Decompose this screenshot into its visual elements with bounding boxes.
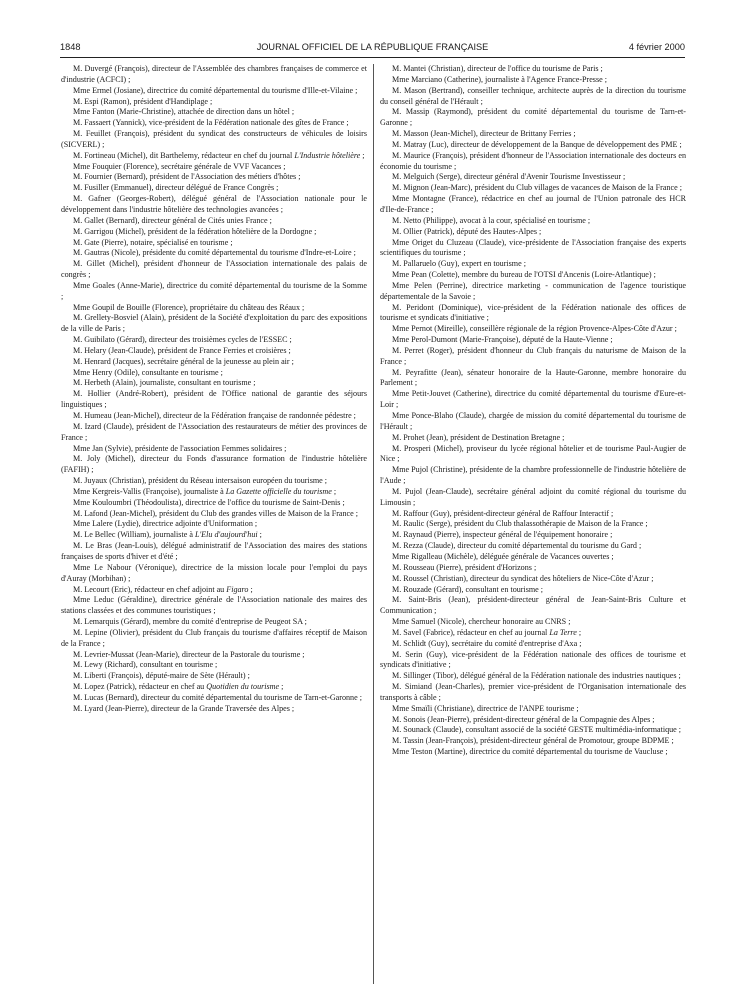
list-entry <box>380 238 686 260</box>
list-entry <box>380 151 686 173</box>
entry-text: M. Perret (Roger), président d'honneur du Club français du naturisme de Maison de la France ; <box>380 345 686 366</box>
entry-text: M. Pallaruelo (Guy), expert en tourisme ; <box>392 259 526 269</box>
entry-publication-title: L'Industrie hôtelière <box>294 150 361 160</box>
entry-text: Mme Henry (Odile), consultante en tourisme ; <box>73 367 223 377</box>
entry-text: Mme Samuel (Nicole), chercheur honoraire au CNRS ; <box>392 617 571 627</box>
entry-publication-title: La Terre <box>549 627 577 637</box>
entry-text: M. Joly (Michel), directeur du Fonds d'assurance formation de l'industrie hôtelière (FAFIH) ; <box>61 454 367 475</box>
entry-text: M. Schlidt (Guy), secrétaire du comité d'entreprise d'Axa ; <box>392 638 582 648</box>
list-entry <box>380 140 686 151</box>
list-entry <box>380 650 686 672</box>
entry-text: Mme Lalere (Lydie), directrice adjointe d'Uniformation ; <box>73 519 258 529</box>
entry-text: M. Melguich (Serge), directeur général d'Avenir Tourisme Investisseur ; <box>392 172 626 182</box>
entry-text: Mme Ermel (Josiane), directrice du comité départemental du tourisme d'Ille-et-Vilaine ; <box>73 85 358 95</box>
right-column <box>380 64 686 988</box>
entry-text: Mme Teston (Martine), directrice du comité départemental du tourisme de Vaucluse ; <box>392 747 668 757</box>
entry-text: Mme Goales (Anne-Marie), directrice du comité départemental du tourisme de la Somme ; <box>61 280 367 301</box>
entry-text: M. Humeau (Jean-Michel), directeur de la Fédération française de randonnée pédestre ; <box>73 411 356 420</box>
entry-text: M. Pujol (Jean-Claude), secrétaire général adjoint du comité régional du tourisme du Limousin ; <box>380 486 686 507</box>
list-entry <box>380 725 686 736</box>
entry-text: M. Mantei (Christian), directeur de l'office du tourisme de Paris ; <box>392 64 603 73</box>
list-entry <box>380 183 686 194</box>
list-entry <box>380 585 686 596</box>
list-entry <box>380 671 686 682</box>
entry-text: M. Grellety-Bosviel (Alain), président de la Société d'exploitation du parc des expositions de la ville de Paris ; <box>61 313 367 334</box>
list-entry <box>61 162 367 173</box>
entry-text: M. Simiand (Jean-Charles), premier vice-président de l'Organisation internationale des transports à câble ; <box>380 682 686 702</box>
list-entry <box>380 75 686 86</box>
entry-text: M. Guibilato (Gérard), directeur des troisièmes cycles de l'ESSEC ; <box>73 335 292 345</box>
list-entry <box>61 509 367 520</box>
issue-date: 4 février 2000 <box>628 42 685 52</box>
entry-text: M. Masson (Jean-Michel), directeur de Brittany Ferries ; <box>392 129 576 139</box>
list-entry <box>61 238 367 249</box>
list-entry <box>61 335 367 346</box>
list-entry <box>61 86 367 97</box>
list-entry <box>61 585 367 596</box>
list-entry <box>61 64 367 86</box>
entry-punctuation: ; <box>576 627 582 637</box>
list-entry <box>380 704 686 715</box>
entry-text: M. Duvergé (François), directeur de l'Assemblée des chambres françaises de commerce et d'industrie (ACFCI) ; <box>61 64 367 84</box>
entry-text: M. Garrigou (Michel), président de la fédération hôtelière de la Dordogne ; <box>73 226 317 236</box>
list-entry <box>380 346 686 368</box>
list-entry <box>380 444 686 466</box>
list-entry <box>61 259 367 281</box>
list-entry <box>61 248 367 259</box>
entry-text: M. Lecourt (Eric), rédacteur en chef adjoint au <box>73 584 227 594</box>
list-entry <box>380 86 686 108</box>
list-entry <box>380 194 686 216</box>
entry-text: M. Maurice (François), président d'honneur de l'Association internationale des docteurs en économie du tourisme ; <box>380 150 686 171</box>
list-entry <box>61 183 367 194</box>
entry-text: M. Gafner (Georges-Robert), délégué général de l'Association nationale pour le développement dans l'industrie hôtelière des technologies avancées ; <box>61 194 367 214</box>
entry-text: M. Peyrafitte (Jean), sénateur honoraire de la Haute-Garonne, membre honoraire du Parlement ; <box>380 367 686 388</box>
list-entry <box>380 324 686 335</box>
list-entry <box>380 389 686 411</box>
entry-text: M. Sonois (Jean-Pierre), président-directeur général de la Compagnie des Alpes ; <box>392 714 655 724</box>
list-entry <box>61 650 367 661</box>
list-entry <box>380 487 686 509</box>
entry-text: M. Roussel (Christian), directeur du syndicat des hôteliers de Nice-Côte d'Azur ; <box>392 573 654 583</box>
entry-text: M. Raynaud (Pierre), inspecteur général de l'équipement honoraire ; <box>392 530 613 540</box>
list-entry <box>61 595 367 617</box>
entry-text: M. Raulic (Serge), président du Club thalassothérapie de Maison de la France ; <box>392 519 648 529</box>
list-entry <box>61 704 367 715</box>
list-entry <box>380 628 686 639</box>
list-entry <box>380 736 686 747</box>
entry-publication-title: Quotidien du tourisme <box>206 682 280 692</box>
entry-text: M. Saint-Bris (Jean), président-directeur général de Jean-Saint-Bris Culture et Communication ; <box>380 595 686 616</box>
entry-text: M. Fortineau (Michel), dit Barthelemy, rédacteur en chef du journal <box>73 150 295 160</box>
entry-text: M. Tassin (Jean-François), président-directeur général de Promotour, groupe BDPME ; <box>392 736 674 746</box>
list-entry <box>61 378 367 389</box>
column-divider <box>373 64 374 984</box>
entry-text: M. Henrard (Jacques), secrétaire général de la jeunesse au plein air ; <box>73 356 294 366</box>
journal-title: JOURNAL OFFICIEL DE LA RÉPUBLIQUE FRANÇAISE <box>256 42 489 52</box>
entry-text: Mme Fanton (Marie-Christine), attachée de direction dans un hôtel ; <box>73 107 295 117</box>
list-entry <box>380 563 686 574</box>
left-column <box>61 64 367 988</box>
list-entry <box>380 281 686 303</box>
entry-text: M. Helary (Jean-Claude), président de France Ferries et croisières ; <box>73 345 291 355</box>
entry-publication-title: Figaro <box>226 584 249 594</box>
list-entry <box>380 747 686 758</box>
list-entry <box>61 313 367 335</box>
entry-text: M. Lafond (Jean-Michel), président du Club des grandes villes de Maison de la France ; <box>73 508 359 518</box>
header-rule <box>60 57 685 58</box>
list-entry <box>380 519 686 530</box>
list-entry <box>61 563 367 585</box>
entry-text: Mme Petit-Jouvet (Catherine), directrice du comité départemental du tourisme d'Eure-et-Loir ; <box>380 389 686 410</box>
list-entry <box>380 574 686 585</box>
entry-text: M. Gautras (Nicole), présidente du comité départemental du tourisme d'Indre-et-Loire ; <box>73 248 356 258</box>
entry-text: M. Lewy (Richard), consultant en tourisme ; <box>73 660 218 670</box>
list-entry <box>380 270 686 281</box>
entry-text: M. Sounack (Claude), consultant associé de la société GESTE multimédia-informatique ; <box>392 725 682 735</box>
entry-text: Mme Marciano (Catherine), journaliste à l'Agence France-Presse ; <box>392 74 607 84</box>
list-entry <box>61 129 367 151</box>
list-entry <box>61 172 367 183</box>
entry-text: M. Massip (Raymond), président du comité départemental du tourisme de Tarn-et-Garonne ; <box>380 107 686 128</box>
page-header <box>60 40 685 54</box>
list-entry <box>380 552 686 563</box>
list-entry <box>380 259 686 270</box>
list-entry <box>380 509 686 520</box>
list-entry <box>380 465 686 487</box>
entry-text: M. Gillet (Michel), président d'honneur de l'Association internationale des palais de congrès ; <box>61 259 367 280</box>
list-entry <box>380 411 686 433</box>
list-entry <box>61 97 367 108</box>
entry-text: M. Juyaux (Christian), président du Réseau intersaison européen du tourisme ; <box>73 476 328 486</box>
entry-punctuation: ; <box>257 530 262 540</box>
list-entry <box>380 335 686 346</box>
list-entry <box>61 118 367 129</box>
list-entry <box>380 433 686 444</box>
entry-text: M. Levrier-Mussat (Jean-Marie), directeur de la Pastorale du tourisme ; <box>73 649 305 659</box>
list-entry <box>61 519 367 530</box>
entry-punctuation: ; <box>248 584 253 594</box>
list-entry <box>61 281 367 303</box>
entry-text: M. Lyard (Jean-Pierre), directeur de la Grande Traversée des Alpes ; <box>73 703 295 713</box>
entry-text: Mme Goupil de Bouille (Florence), propriétaire du château des Réaux ; <box>73 302 305 312</box>
list-entry <box>380 216 686 227</box>
list-entry <box>61 422 367 444</box>
list-entry <box>380 227 686 238</box>
entry-text: M. Le Bellec (William), journaliste à <box>73 530 195 540</box>
list-entry <box>61 693 367 704</box>
entry-text: Mme Kouloumbri (Théodoulista), directrice de l'office du tourisme de Saint-Denis ; <box>73 497 345 507</box>
entry-text: M. Izard (Claude), président de l'Association des restaurateurs de métier des provinces de France ; <box>61 421 367 442</box>
list-entry <box>61 216 367 227</box>
entry-text: M. Fassaert (Yannick), vice-président de la Fédération nationale des gîtes de France ; <box>73 118 349 128</box>
entry-text: Mme Jan (Sylvie), présidente de l'association Femmes solidaires ; <box>73 443 287 453</box>
list-entry <box>61 357 367 368</box>
list-entry <box>61 617 367 628</box>
list-entry <box>61 151 367 162</box>
list-entry <box>61 107 367 118</box>
entry-text: M. Serin (Guy), vice-président de la Fédération nationale des offices de tourisme et syndicats d'initiative ; <box>380 649 686 670</box>
list-entry <box>61 454 367 476</box>
entry-text: M. Savel (Fabrice), rédacteur en chef au journal <box>392 627 550 637</box>
list-entry <box>61 682 367 693</box>
entry-text: M. Peridont (Dominique), vice-président de la Fédération nationale des offices de tourisme et syndicats d'initiative ; <box>380 302 686 323</box>
entry-text: M. Rousseau (Pierre), président d'Horizons ; <box>392 562 537 572</box>
entry-text: Mme Le Nabour (Véronique), directrice de la mission locale pour l'emploi du pays d'Auray (Morbihan) ; <box>61 562 367 583</box>
list-entry <box>61 498 367 509</box>
entry-text: M. Lopez (Patrick), rédacteur en chef au <box>73 682 207 692</box>
list-entry <box>380 541 686 552</box>
entry-text: Mme Rigalleau (Michèle), déléguée générale de Vacances ouvertes ; <box>392 551 614 561</box>
entry-text: M. Netto (Philippe), avocat à la cour, spécialisé en tourisme ; <box>392 215 591 225</box>
list-entry <box>380 639 686 650</box>
list-entry <box>380 107 686 129</box>
entry-publication-title: La Gazette officielle du tourisme <box>225 486 332 496</box>
entry-text: M. Gate (Pierre), notaire, spécialisé en tourisme ; <box>73 237 233 247</box>
entry-text: M. Hollier (André-Robert), président de l'Office national de garantie des séjours linguistiques ; <box>61 389 367 410</box>
list-entry <box>61 530 367 541</box>
entry-text: M. Prosperi (Michel), proviseur du lycée régional hôtelier et de tourisme Paul-Augier de Nice ; <box>380 443 686 464</box>
list-entry <box>61 628 367 650</box>
list-entry <box>61 660 367 671</box>
entry-text: M. Le Bras (Jean-Louis), délégué administratif de l'Association des maires des stations françaises de sports d'hiver et d'été ; <box>61 541 367 561</box>
entry-text: M. Mason (Bertrand), conseiller technique, architecte auprès de la direction du tourisme du conseil général de l'Hérault ; <box>380 85 686 106</box>
list-entry <box>61 389 367 411</box>
entry-text: M. Gallet (Bernard), directeur général de Cités unies France ; <box>73 215 272 225</box>
list-entry <box>61 476 367 487</box>
entry-text: Mme Pernot (Mireille), conseillère régionale de la région Provence-Alpes-Côte d'Azur ; <box>392 324 677 334</box>
list-entry <box>61 541 367 563</box>
entry-text: M. Lemarquis (Gérard), membre du comité d'entreprise de Peugeot SA ; <box>73 617 307 627</box>
entry-text: M. Prohet (Jean), président de Destination Bretagne ; <box>392 432 565 442</box>
entry-punctuation: ; <box>360 150 365 160</box>
entry-text: Mme Montagne (France), rédactrice en chef au journal de l'Union patronale des HCR d'Ile-de-France ; <box>380 194 686 214</box>
entry-text: Mme Pean (Colette), membre du bureau de l'OTSI d'Ancenis (Loire-Atlantique) ; <box>392 270 656 280</box>
list-entry <box>61 194 367 216</box>
list-entry <box>61 346 367 357</box>
entry-text: M. Ollier (Patrick), député des Hautes-Alpes ; <box>392 226 542 236</box>
list-entry <box>380 617 686 628</box>
entry-text: M. Fusiller (Emmanuel), directeur délégué de France Congrès ; <box>73 183 279 193</box>
entry-text: Mme Leduc (Géraldine), directrice générale de l'Association nationale des maires des stations classées et des communes touristiques ; <box>61 595 367 616</box>
list-entry <box>380 303 686 325</box>
list-entry <box>380 715 686 726</box>
entry-text: M. Mignon (Jean-Marc), président du Club villages de vacances de Maison de la France ; <box>392 183 682 193</box>
list-entry <box>61 368 367 379</box>
list-entry <box>380 682 686 704</box>
list-entry <box>61 227 367 238</box>
entry-text: M. Liberti (François), député-maire de Sète (Hérault) ; <box>73 671 250 681</box>
entry-text: M. Herbeth (Alain), journaliste, consultant en tourisme ; <box>73 378 256 388</box>
entry-text: M. Rouzade (Gérard), consultant en tourisme ; <box>392 584 544 594</box>
entry-text: Mme Kergreis-Vallis (Françoise), journaliste à <box>73 486 226 496</box>
entry-text: M. Matray (Luc), directeur de développement de la Banque de développement des PME ; <box>392 139 682 149</box>
list-entry <box>380 64 686 75</box>
list-entry <box>61 444 367 455</box>
list-entry <box>380 595 686 617</box>
entry-text: Mme Ponce-Blaho (Claude), chargée de mission du comité départemental du tourisme de l'Hérault ; <box>380 411 686 431</box>
entry-text: M. Sillinger (Tibor), délégué général de la Fédération nationale des industries nautiques ; <box>392 671 681 681</box>
entry-publication-title: L'Elu d'aujourd'hui <box>194 530 258 540</box>
list-entry <box>61 671 367 682</box>
entry-text: M. Lepine (Olivier), président du Club français du tourisme d'affaires réceptif de Maison de la France ; <box>61 627 367 648</box>
entry-punctuation: ; <box>331 486 337 496</box>
entry-punctuation: ; <box>279 682 284 692</box>
entry-text: Mme Origet du Cluzeau (Claude), vice-présidente de l'Association française des experts scientifiques du tourisme ; <box>380 237 686 258</box>
list-entry <box>380 172 686 183</box>
entry-text: M. Espi (Ramon), président d'Handiplage ; <box>73 96 213 106</box>
entry-text: Mme Perol-Dumont (Marie-Françoise), député de la Haute-Vienne ; <box>392 335 613 345</box>
entry-text: M. Lucas (Bernard), directeur du comité départemental du tourisme de Tarn-et-Garonne ; <box>73 692 362 702</box>
list-entry <box>61 411 367 422</box>
entry-text: M. Raffour (Guy), président-directeur général de Raffour Interactif ; <box>392 508 614 518</box>
page-number: 1848 <box>60 42 81 52</box>
entry-text: Mme Fouquier (Florence), secrétaire générale de VVF Vacances ; <box>73 161 286 171</box>
list-entry <box>380 530 686 541</box>
list-entry <box>61 303 367 314</box>
entry-text: Mme Pujol (Christine), présidente de la chambre professionnelle de l'industrie hôtelière de l'Aude ; <box>380 465 686 486</box>
list-entry <box>380 368 686 390</box>
entry-text: M. Fournier (Bernard), président de l'Association des métiers d'hôtes ; <box>73 172 301 182</box>
list-entry <box>380 129 686 140</box>
list-entry <box>61 487 367 498</box>
entry-text: Mme Pelen (Perrine), directrice marketing - communication de l'agence touristique départementale de la Savoie ; <box>380 280 686 301</box>
entry-text: Mme Smaïli (Christiane), directrice de l'ANPE tourisme ; <box>392 703 579 713</box>
entry-text: M. Rezza (Claude), directeur du comité départemental du tourisme du Gard ; <box>392 541 642 551</box>
entry-text: M. Feuillet (François), président du syndicat des constructeurs de véhicules de loisirs (SICVERL) ; <box>61 129 367 149</box>
